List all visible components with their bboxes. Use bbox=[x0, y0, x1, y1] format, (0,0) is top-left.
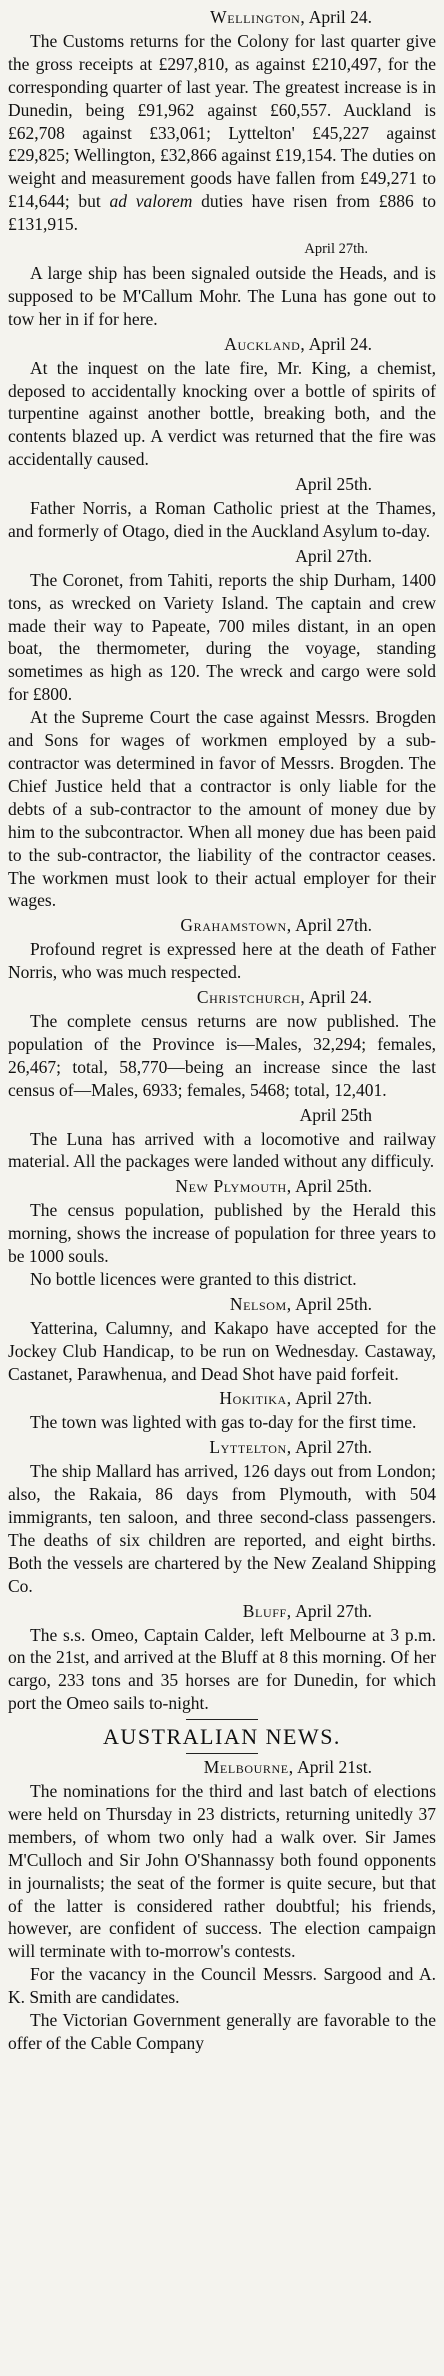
article-paragraph: No bottle licences were granted to this district. bbox=[30, 1268, 357, 1289]
dateline bbox=[8, 473, 436, 496]
article-paragraph: The nominations for the third and last batch of elections were held on Thursday in 23 districts, returning unitedly 37 members, of whom two only had a walk over. Sir James M'Culloch and Sir John O'Shannassy both found opponents in journalists; the seat of the former is quite secure, but that of the latter is considered rather doubtful; his friends, however, are confident of success. The election campaign will terminate with to-morrow's contests. bbox=[8, 1780, 436, 1962]
dateline bbox=[8, 1175, 436, 1198]
dateline bbox=[8, 986, 436, 1009]
dateline-place: Wellington, bbox=[210, 7, 306, 27]
article-paragraph: At the inquest on the late fire, Mr. King, a chemist, deposed to accidentally knocking over a bottle of spirits of turpentine against another bottle, breaking both, and the contents blazed up. A verdict was returned that the fire was accidentally caused. bbox=[8, 357, 436, 470]
article-paragraph: The census population, published by the Herald this morning, shows the increase of population for three years to be 1000 souls. bbox=[8, 1200, 436, 1267]
dateline bbox=[8, 1387, 436, 1410]
dateline bbox=[8, 1436, 436, 1459]
dateline bbox=[8, 1293, 436, 1316]
dateline bbox=[8, 1104, 436, 1127]
dateline-date: April 24. bbox=[308, 333, 372, 354]
dateline-place: New Plymouth, bbox=[175, 1176, 292, 1197]
article-paragraph: For the vacancy in the Council Messrs. Sargood and A. K. Smith are candidates. bbox=[8, 1964, 436, 2008]
dateline-place: Lyttelton, bbox=[209, 1437, 292, 1458]
dateline-date: April 27th. bbox=[295, 1437, 372, 1458]
dateline-date: April 24. bbox=[308, 7, 372, 27]
article-paragraph: The complete census returns are now published. The population of the Province is—Males, 32,294; females, 26,467; total, 58,770—being an increase since the last census of—Males, 6933; females, 5468; total, 12,401. bbox=[8, 1010, 436, 1100]
dateline-date: April 27th. bbox=[304, 241, 368, 258]
dateline-date: April 27th. bbox=[295, 915, 372, 936]
article-paragraph: A large ship has been signaled outside the Heads, and is supposed to be M'Callum Mohr. The Luna has gone out to tow her in if for here. bbox=[8, 262, 436, 329]
dateline bbox=[8, 545, 436, 568]
dateline-date: April 25th. bbox=[295, 474, 372, 495]
article-paragraph: The town was lighted with gas to-day for the first time. bbox=[30, 1412, 417, 1433]
article-paragraph: The Coronet, from Tahiti, reports the ship Durham, 1400 tons, as wrecked on Variety Island. The captain and crew made their way to Papeate, 700 miles distant, in an open boat, the thermometer, during the voyage, standing sometimes as high as 120. The wreck and cargo were sold for £800. bbox=[8, 569, 436, 705]
article-paragraph: Yatterina, Calumny, and Kakapo have accepted for the Jockey Club Handicap, to be run on Wednesday. Castaway, Castanet, Parawhenua, and Dead Shot have paid forfeit. bbox=[8, 1317, 436, 1384]
article-paragraph: The ship Mallard has arrived, 126 days out from London; also, the Rakaia, 86 days from Plymouth, with 504 immigrants, ten saloon, and three second-class passengers. The deaths of six children are reported, and eight births. Both the vessels are chartered by the New Zealand Shipping Co. bbox=[8, 1461, 436, 1596]
dateline-date: April 25th. bbox=[295, 1293, 372, 1314]
article-paragraph: Profound regret is expressed here at the death of Father Norris, who was much respected. bbox=[8, 939, 436, 983]
section-heading: AUSTRALIAN NEWS. bbox=[103, 1724, 341, 1750]
article-paragraph: The Victorian Government generally are favorable to the offer of the Cable Company bbox=[8, 2010, 436, 2053]
article-paragraph: The Customs returns for the Colony for last quarter give the gross receipts at £297,810, as against £210,497, for the corresponding quarter of last year. The greatest increase is in Dunedin, being £91,962 against £60,557. Auckland is £62,708 against £33,061; Lyttelton' £45,227 against £29,825; Wellington, £32,866 against £19,154. The duties on weight and measurement goods have fallen from £49,271 to £14,644; but ad valorem duties have risen from £886 to £131,915. bbox=[8, 30, 437, 235]
dateline-place: Grahamstown, bbox=[180, 915, 292, 936]
dateline-date: April 24. bbox=[308, 987, 372, 1008]
dateline bbox=[8, 1600, 436, 1623]
dateline bbox=[8, 1756, 436, 1779]
dateline bbox=[8, 333, 436, 356]
dateline bbox=[8, 6, 436, 29]
dateline-place: Nelsom, bbox=[229, 1293, 292, 1314]
dateline-date: April 25th. bbox=[295, 1176, 372, 1197]
article-paragraph: Father Norris, a Roman Catholic priest at the Thames, and formerly of Otago, died in the Auckland Asylum to-day. bbox=[8, 498, 436, 541]
dateline-date: April 27th. bbox=[295, 1600, 372, 1621]
dateline-place: Bluff, bbox=[242, 1600, 292, 1621]
dateline bbox=[8, 914, 436, 937]
italic-phrase: ad valorem bbox=[109, 191, 193, 212]
dateline-place: Melbourne, bbox=[203, 1757, 294, 1778]
dateline bbox=[8, 238, 436, 261]
section-divider bbox=[186, 1719, 258, 1720]
article-paragraph: The s.s. Omeo, Captain Calder, left Melbourne at 3 p.m. on the 21st, and arrived at the Bluff at 8 this morning. Of her cargo, 233 tons and 35 horses are for Dunedin, for which port the Omeo sails to-night. bbox=[8, 1624, 436, 1714]
article-paragraph: The Luna has arrived with a locomotive and railway material. All the packages were landed without any difficuly. bbox=[8, 1128, 436, 1172]
dateline-place: Christchurch, bbox=[196, 987, 306, 1008]
section-divider bbox=[186, 1753, 258, 1754]
dateline-date: April 27th. bbox=[295, 1388, 372, 1409]
dateline-date: April 21st. bbox=[297, 1757, 372, 1778]
dateline-place: Hokitika, bbox=[219, 1388, 292, 1409]
article-paragraph: At the Supreme Court the case against Messrs. Brogden and Sons for wages of workmen employed by a sub-contractor was determined in favor of Messrs. Brogden. The Chief Justice held that a contractor is only liable for the debts of a sub-contractor to the amount of money due by him to the subcontractor. When all money due has been paid to the sub-contractor, the liability of the contractor ceases. The workmen must look to their actual employer for their wages. bbox=[8, 707, 436, 911]
dateline-place: Auckland, bbox=[224, 333, 306, 354]
dateline-date: April 25th bbox=[299, 1104, 372, 1125]
dateline-date: April 27th. bbox=[295, 545, 372, 566]
